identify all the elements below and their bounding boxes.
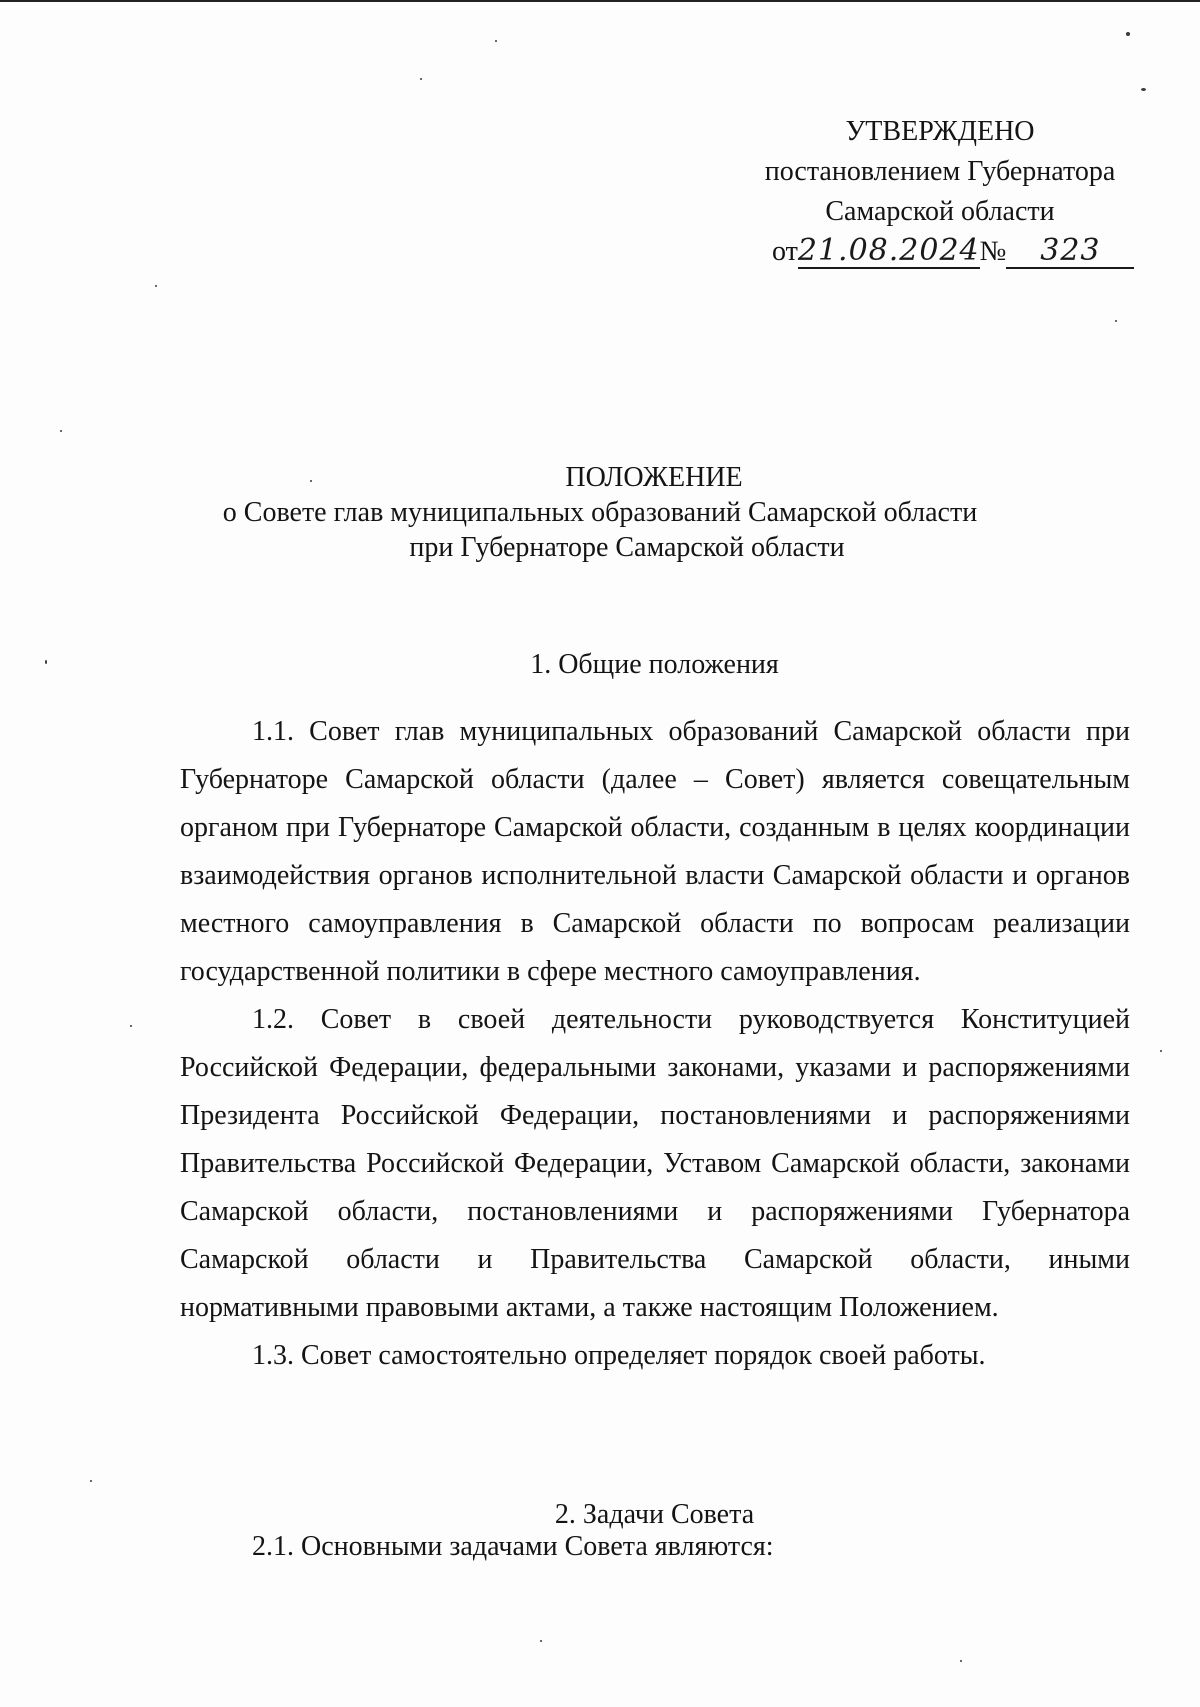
scan-speck bbox=[1160, 1050, 1162, 1052]
approval-authority: постановлением Губернатора bbox=[764, 156, 1116, 187]
approval-heading: УТВЕРЖДЕНО bbox=[845, 116, 1035, 147]
approval-from-label: от bbox=[772, 236, 798, 267]
paragraph-1-2: 1.2. Совет в своей деятельности руководствуется Конституцией Российской Федерации, федеральными законами, указами и распоряжениями Президента Российской Федерации, постановлениями и распоряжениями Правительства Российской Федерации, Уставом Самарской области, законами Самарской области, постановлениями и распоряжениями Губернатора Самарской области и Правительства Самарской области, иными нормативными правовыми актами, а также настоящим Положением. bbox=[180, 1004, 1130, 1323]
scan-speck bbox=[960, 1660, 962, 1662]
scan-speck bbox=[1141, 88, 1146, 91]
scan-speck bbox=[130, 1025, 132, 1027]
approval-region: Самарской области bbox=[825, 196, 1055, 227]
scan-speck bbox=[60, 430, 62, 432]
paragraph-1-1: 1.1. Совет глав муниципальных образований Самарской области при Губернаторе Самарской области (далее – Совет) является совещательным органом при Губернаторе Самарской области, созданным в целях координации взаимодействия органов исполнительной власти Самарской области и органов местного самоуправления в Самарской области по вопросам реализации государственной политики в сфере местного самоуправления. bbox=[180, 716, 1130, 987]
document-title bbox=[0, 460, 1200, 565]
section-body-tasks bbox=[180, 1523, 1130, 1571]
scan-speck bbox=[90, 1480, 92, 1482]
title-heading: ПОЛОЖЕНИЕ bbox=[565, 462, 743, 493]
scan-speck bbox=[1126, 32, 1130, 36]
scan-speck bbox=[310, 480, 312, 482]
scan-speck bbox=[420, 78, 422, 80]
title-subject: о Совете глав муниципальных образований Самарской области bbox=[222, 497, 978, 528]
scan-top-edge bbox=[0, 0, 1200, 2]
approval-number-label: № bbox=[979, 236, 1007, 267]
approval-number-field bbox=[1006, 233, 1134, 269]
title-subject-continued: при Губернаторе Самарской области bbox=[409, 532, 845, 563]
section-heading-general: 1. Общие положения bbox=[530, 649, 779, 680]
section-heading-tasks: 2. Задачи Совета bbox=[554, 1499, 755, 1530]
approval-date-handwritten: 21.08.2024 bbox=[797, 233, 980, 268]
scan-speck bbox=[45, 660, 47, 664]
paragraph-2-1: 2.1. Основными задачами Совета являются: bbox=[252, 1531, 774, 1562]
approval-date-number-line bbox=[740, 232, 1140, 272]
scan-speck bbox=[1115, 320, 1117, 322]
approval-stamp-block bbox=[740, 112, 1140, 272]
approval-number-handwritten: 323 bbox=[1040, 233, 1101, 268]
approval-date-field bbox=[797, 233, 980, 269]
section-body-general bbox=[180, 708, 1130, 1380]
paragraph-1-3: 1.3. Совет самостоятельно определяет порядок своей работы. bbox=[252, 1340, 986, 1371]
scan-speck bbox=[495, 40, 497, 42]
scan-speck bbox=[540, 1640, 542, 1642]
scan-speck bbox=[155, 285, 157, 287]
